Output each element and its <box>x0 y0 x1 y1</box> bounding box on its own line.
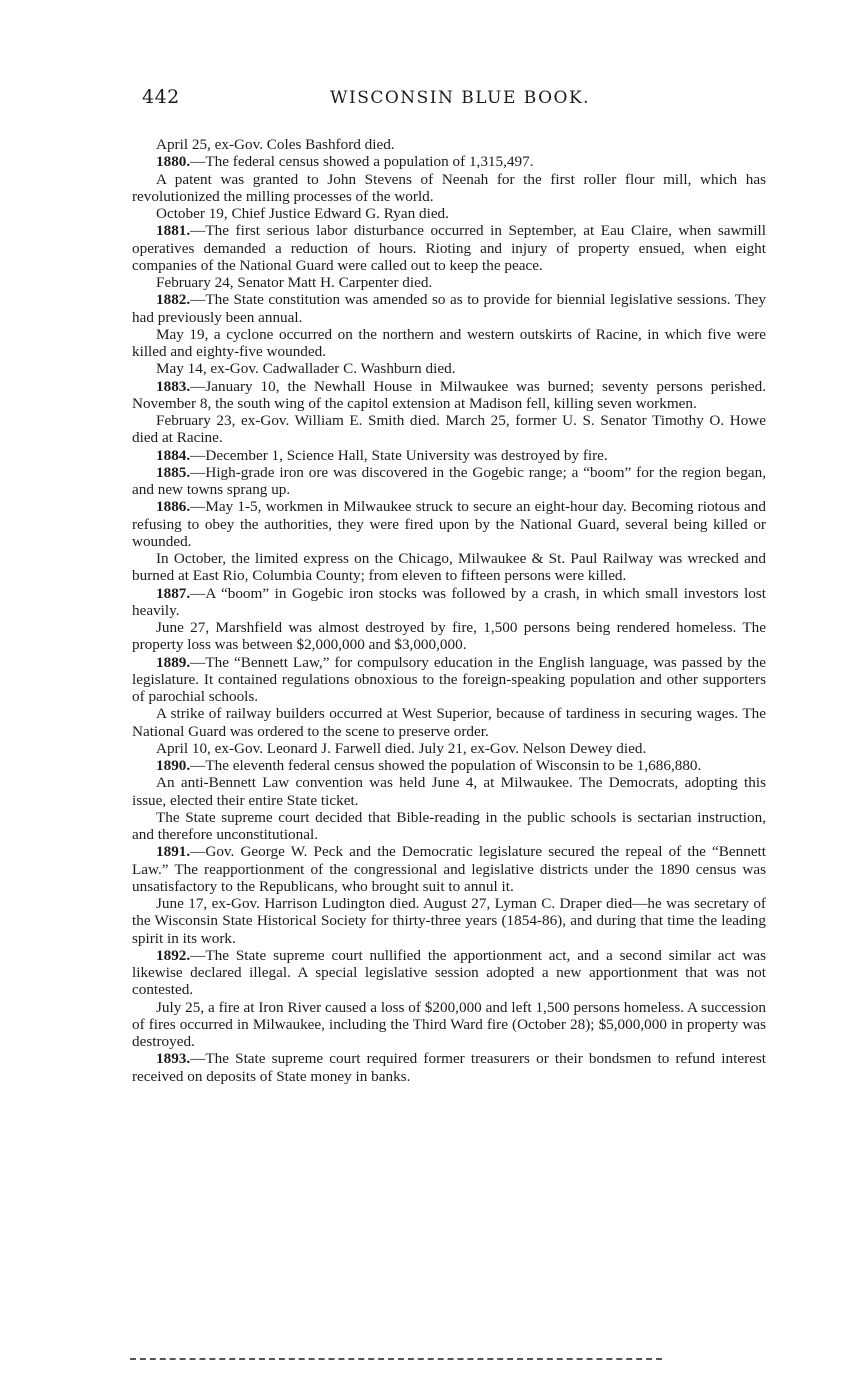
paragraph <box>132 291 766 326</box>
paragraph-text: —The eleventh federal census showed the population of Wisconsin to be 1,686,880. <box>190 757 702 774</box>
year-label: 1893. <box>156 1050 191 1068</box>
paragraph <box>132 999 766 1051</box>
year-label: 1891. <box>156 843 191 861</box>
paragraph <box>132 550 766 585</box>
paragraph-text: April 10, ex-Gov. Leonard J. Farwell died. July 21, ex-Gov. Nelson Dewey died. <box>156 739 647 757</box>
paragraph-text: October 19, Chief Justice Edward G. Ryan died. <box>156 205 449 222</box>
paragraph <box>132 274 766 291</box>
year-label: 1884. <box>156 446 191 464</box>
paragraph <box>132 360 766 377</box>
paragraph-text: The State supreme court decided that Bible-reading in the public schools is sectarian instruction, and therefore unconstitutional. <box>132 808 766 843</box>
year-label: 1886. <box>156 498 191 516</box>
paragraph <box>132 464 766 499</box>
paragraph-text: May 19, a cyclone occurred on the northern and western outskirts of Racine, in which five were killed and eighty-five wounded. <box>132 325 766 360</box>
paragraph <box>132 654 766 706</box>
paragraph-text: An anti-Bennett Law convention was held June 4, at Milwaukee. The Democrats, adopting this issue, elected their entire State ticket. <box>132 774 766 809</box>
paragraph <box>132 757 766 774</box>
paragraph <box>132 809 766 844</box>
year-label: 1885. <box>156 463 191 481</box>
paragraph <box>132 222 766 274</box>
paragraph <box>132 378 766 413</box>
paragraph-text: —A “boom” in Gogebic iron stocks was followed by a crash, in which small investors lost heavily. <box>132 584 766 619</box>
paragraph-text: —The State supreme court required former treasurers or their bondsmen to refund interest received on deposits of State money in banks. <box>132 1050 766 1085</box>
year-label: 1882. <box>156 291 191 309</box>
year-label: 1890. <box>156 757 191 774</box>
paragraph <box>132 740 766 757</box>
paragraph-text: —The State supreme court nullified the apportionment act, and a second similar act was likewise declared illegal. A special legislative session adopted a new apportionment that was not contested. <box>132 946 766 999</box>
paragraph-text: A patent was granted to John Stevens of Neenah for the first roller flour mill, which has revolutionized the milling processes of the world. <box>132 170 766 205</box>
paragraph-text: —The State constitution was amended so as to provide for biennial legislative sessions. They had previously been annual. <box>132 291 766 326</box>
paragraph <box>132 447 766 464</box>
paragraph-text: April 25, ex-Gov. Coles Bashford died. <box>156 136 395 153</box>
paragraph-text: In October, the limited express on the Chicago, Milwaukee & St. Paul Railway was wrecked and burned at East Rio, Columbia County; from eleven to fifteen persons were killed. <box>132 550 766 585</box>
paragraph-text: June 27, Marshfield was almost destroyed by fire, 1,500 persons being rendered homeless. The property loss was between $2,000,000 and $3,000,000. <box>132 619 766 654</box>
paragraph-text: February 24, Senator Matt H. Carpenter died. <box>156 274 433 291</box>
paragraph <box>132 843 766 895</box>
paragraph-text: —Gov. George W. Peck and the Democratic legislature secured the repeal of the “Bennett Law.” The reapportionment of the congressional and legislative districts under the 1890 census was unsatisfactory to the Republicans, who brought suit to annul it. <box>132 843 766 895</box>
paragraph <box>132 947 766 999</box>
paragraph-text: —January 10, the Newhall House in Milwaukee was burned; seventy persons perished. November 8, the south wing of the capitol extension at Madison fell, killing seven workmen. <box>132 377 766 412</box>
year-label: 1887. <box>156 584 191 602</box>
year-label: 1880. <box>156 153 191 171</box>
paragraph-text: A strike of railway builders occurred at West Superior, because of tardiness in securing wages. The National Guard was ordered to the scene to preserve order. <box>132 705 766 740</box>
paragraph <box>132 136 766 153</box>
paragraph <box>132 171 766 206</box>
paragraph <box>132 705 766 740</box>
page-number: 442 <box>142 86 180 108</box>
paragraph-text: —The “Bennett Law,” for compulsory education in the English language, was passed by the legislature. It contained regulations obnoxious to the foreign-speaking population and other supporters of parochial schools. <box>132 653 766 705</box>
paragraph <box>132 412 766 447</box>
paragraph <box>132 895 766 947</box>
paragraph-text: February 23, ex-Gov. William E. Smith died. March 25, former U. S. Senator Timothy O. Howe died at Racine. <box>132 412 766 447</box>
paragraph-text: May 14, ex-Gov. Cadwallader C. Washburn died. <box>156 360 456 378</box>
footer-rule <box>130 1358 662 1360</box>
paragraph <box>132 585 766 620</box>
paragraph-text: —May 1-5, workmen in Milwaukee struck to secure an eight-hour day. Becoming riotous and refusing to obey the authorities, they were fired upon by the National Guard, several being killed or wounded. <box>132 498 766 550</box>
paragraph <box>132 205 766 222</box>
paragraph-text: July 25, a fire at Iron River caused a loss of $200,000 and left 1,500 persons homeless. A succession of fires occurred in Milwaukee, including the Third Ward fire (October 28); $5,000,000 in property was destroyed. <box>132 998 766 1050</box>
paragraph <box>132 1050 766 1085</box>
year-label: 1881. <box>156 222 191 240</box>
paragraph-text: —The first serious labor disturbance occurred in September, at Eau Claire, when sawmill operatives demanded a reduction of hours. Rioting and injury of property ensued, when eight companies of the National Guard were called out to keep the peace. <box>132 222 766 274</box>
year-label: 1889. <box>156 653 191 671</box>
paragraph <box>132 774 766 809</box>
paragraph <box>132 498 766 550</box>
year-label: 1883. <box>156 377 191 395</box>
paragraph-text: —The federal census showed a population of 1,315,497. <box>190 153 534 171</box>
paragraph <box>132 326 766 361</box>
paragraph-text: —High-grade iron ore was discovered in the Gogebic range; a “boom” for the region began, and new towns sprang up. <box>132 463 766 498</box>
paragraph <box>132 153 766 170</box>
running-head: WISCONSIN BLUE BOOK. <box>330 88 591 108</box>
paragraph-text: June 17, ex-Gov. Harrison Ludington died. August 27, Lyman C. Draper died—he was secretary of the Wisconsin State Historical Society for thirty-three years (1854-86), and during that time the leading spirit in its work. <box>132 895 766 947</box>
paragraph-text: —December 1, Science Hall, State University was destroyed by fire. <box>190 446 608 464</box>
year-label: 1892. <box>156 946 191 964</box>
body-text <box>132 136 766 1085</box>
paragraph <box>132 619 766 654</box>
